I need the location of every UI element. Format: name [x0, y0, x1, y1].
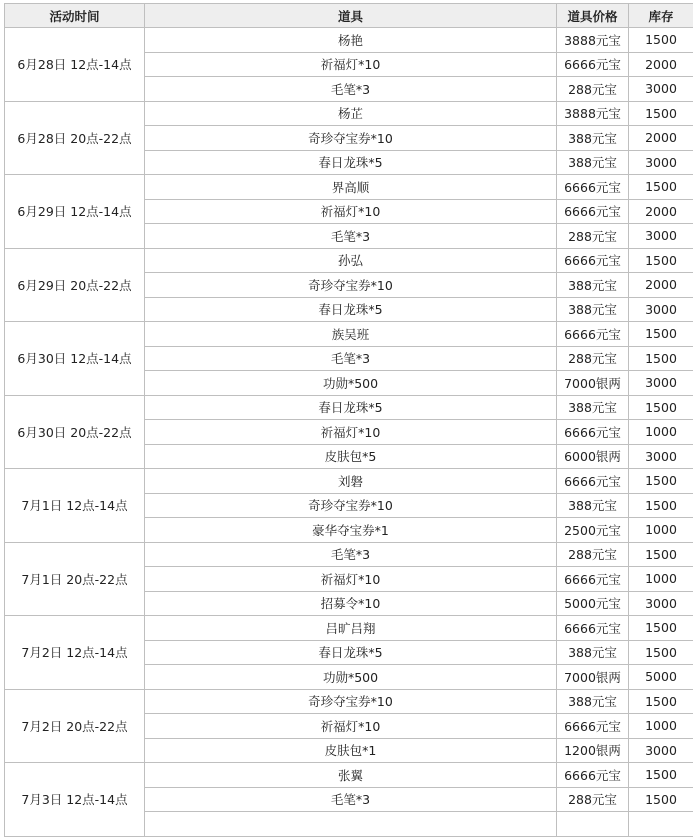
item-stock-cell: 1500: [629, 542, 693, 567]
item-name-cell: 杨芷: [145, 101, 557, 126]
item-name-cell: 招募令*10: [145, 591, 557, 616]
item-price-cell: 288元宝: [557, 346, 629, 371]
table-row: [5, 248, 693, 273]
item-price-cell: 6666元宝: [557, 567, 629, 592]
item-price-cell: 5000元宝: [557, 591, 629, 616]
table-row: [5, 542, 693, 567]
table-row: [5, 395, 693, 420]
item-stock-cell: 1500: [629, 493, 693, 518]
item-price-cell: 6666元宝: [557, 469, 629, 494]
session-time-cell: 6月28日 12点-14点: [5, 28, 145, 102]
item-stock-cell: 1500: [629, 322, 693, 347]
table-row: [5, 469, 693, 494]
item-stock-cell: 1500: [629, 395, 693, 420]
item-stock-cell: 1500: [629, 346, 693, 371]
item-price-cell: 6666元宝: [557, 175, 629, 200]
item-price-cell: 6666元宝: [557, 714, 629, 739]
item-stock-cell: 1500: [629, 763, 693, 788]
item-price-cell: 7000银两: [557, 371, 629, 396]
item-stock-cell: 3000: [629, 224, 693, 249]
item-stock-cell: 3000: [629, 444, 693, 469]
item-stock-cell: 3000: [629, 77, 693, 102]
item-name-cell: 界高顺: [145, 175, 557, 200]
session-time-cell: 7月2日 20点-22点: [5, 689, 145, 763]
session-time-cell: 6月30日 12点-14点: [5, 322, 145, 396]
item-price-cell: 288元宝: [557, 542, 629, 567]
table-row: [5, 101, 693, 126]
item-stock-cell: 1000: [629, 714, 693, 739]
session-time-cell: 6月28日 20点-22点: [5, 101, 145, 175]
session-time-cell: 6月29日 12点-14点: [5, 175, 145, 249]
session-time-cell: 6月30日 20点-22点: [5, 395, 145, 469]
item-stock-cell: 3000: [629, 738, 693, 763]
item-price-cell: 288元宝: [557, 224, 629, 249]
item-price-cell: 6666元宝: [557, 322, 629, 347]
item-price-cell: 2500元宝: [557, 518, 629, 543]
item-name-cell: 皮肤包*1: [145, 738, 557, 763]
table-header: [5, 4, 693, 28]
item-stock-cell: 1000: [629, 518, 693, 543]
session-time-cell: 6月29日 20点-22点: [5, 248, 145, 322]
item-stock-cell: 5000: [629, 665, 693, 690]
item-name-cell: 毛笔*3: [145, 224, 557, 249]
item-price-cell: 388元宝: [557, 640, 629, 665]
item-name-cell: 祈福灯*10: [145, 199, 557, 224]
item-price-cell: 6666元宝: [557, 248, 629, 273]
item-name-cell: 毛笔*3: [145, 77, 557, 102]
item-stock-cell: 1500: [629, 787, 693, 812]
item-name-cell: 奇珍夺宝券*10: [145, 689, 557, 714]
item-price-cell: 388元宝: [557, 493, 629, 518]
item-price-cell: 3888元宝: [557, 101, 629, 126]
item-name-cell: 奇珍夺宝券*10: [145, 273, 557, 298]
table-row: [5, 28, 693, 53]
item-stock-cell: 3000: [629, 297, 693, 322]
table-row: [5, 175, 693, 200]
item-name-cell: 春日龙珠*5: [145, 150, 557, 175]
item-price-cell: 6666元宝: [557, 420, 629, 445]
item-name-cell: [145, 812, 557, 837]
item-price-cell: 388元宝: [557, 395, 629, 420]
header-price: 道具价格: [557, 4, 629, 28]
item-price-cell: 6666元宝: [557, 763, 629, 788]
item-name-cell: 张翼: [145, 763, 557, 788]
item-stock-cell: 1500: [629, 640, 693, 665]
item-name-cell: 刘磐: [145, 469, 557, 494]
item-stock-cell: 2000: [629, 126, 693, 151]
header-row: [5, 4, 693, 28]
item-stock-cell: 2000: [629, 273, 693, 298]
item-stock-cell: [629, 812, 693, 837]
item-price-cell: 388元宝: [557, 150, 629, 175]
item-stock-cell: 2000: [629, 199, 693, 224]
item-stock-cell: 1500: [629, 248, 693, 273]
table-row: [5, 689, 693, 714]
item-stock-cell: 3000: [629, 150, 693, 175]
item-price-cell: 3888元宝: [557, 28, 629, 53]
item-name-cell: 豪华夺宝券*1: [145, 518, 557, 543]
item-name-cell: 祈福灯*10: [145, 52, 557, 77]
item-name-cell: 功勋*500: [145, 665, 557, 690]
session-time-cell: 7月3日 12点-14点: [5, 763, 145, 837]
item-stock-cell: 1500: [629, 469, 693, 494]
session-time-cell: 7月1日 20点-22点: [5, 542, 145, 616]
item-price-cell: [557, 812, 629, 837]
item-stock-cell: 2000: [629, 52, 693, 77]
item-price-cell: 388元宝: [557, 689, 629, 714]
item-name-cell: 奇珍夺宝券*10: [145, 126, 557, 151]
item-stock-cell: 1500: [629, 28, 693, 53]
item-stock-cell: 3000: [629, 591, 693, 616]
item-name-cell: 祈福灯*10: [145, 567, 557, 592]
item-name-cell: 孙弘: [145, 248, 557, 273]
item-price-cell: 288元宝: [557, 77, 629, 102]
item-price-cell: 388元宝: [557, 273, 629, 298]
item-price-cell: 6666元宝: [557, 199, 629, 224]
item-name-cell: 毛笔*3: [145, 787, 557, 812]
item-name-cell: 杨艳: [145, 28, 557, 53]
item-price-cell: 6666元宝: [557, 616, 629, 641]
header-time: 活动时间: [5, 4, 145, 28]
table-body: [5, 28, 693, 837]
item-price-cell: 6000银两: [557, 444, 629, 469]
item-name-cell: 毛笔*3: [145, 542, 557, 567]
event-schedule-table: [4, 3, 693, 837]
item-stock-cell: 1500: [629, 689, 693, 714]
item-price-cell: 388元宝: [557, 297, 629, 322]
item-stock-cell: 1500: [629, 175, 693, 200]
item-name-cell: 祈福灯*10: [145, 714, 557, 739]
table-row: [5, 616, 693, 641]
session-time-cell: 7月2日 12点-14点: [5, 616, 145, 690]
table-row: [5, 763, 693, 788]
item-name-cell: 祈福灯*10: [145, 420, 557, 445]
item-name-cell: 毛笔*3: [145, 346, 557, 371]
item-stock-cell: 1500: [629, 101, 693, 126]
session-time-cell: 7月1日 12点-14点: [5, 469, 145, 543]
item-stock-cell: 1500: [629, 616, 693, 641]
header-item: 道具: [145, 4, 557, 28]
item-name-cell: 功勋*500: [145, 371, 557, 396]
item-name-cell: 吕旷吕翔: [145, 616, 557, 641]
item-name-cell: 奇珍夺宝券*10: [145, 493, 557, 518]
item-stock-cell: 3000: [629, 371, 693, 396]
table-row: [5, 322, 693, 347]
header-stock: 库存: [629, 4, 693, 28]
item-name-cell: 皮肤包*5: [145, 444, 557, 469]
item-price-cell: 1200银两: [557, 738, 629, 763]
item-name-cell: 族吴班: [145, 322, 557, 347]
item-price-cell: 6666元宝: [557, 52, 629, 77]
item-stock-cell: 1000: [629, 420, 693, 445]
item-name-cell: 春日龙珠*5: [145, 640, 557, 665]
item-name-cell: 春日龙珠*5: [145, 395, 557, 420]
item-stock-cell: 1000: [629, 567, 693, 592]
item-price-cell: 288元宝: [557, 787, 629, 812]
item-price-cell: 7000银两: [557, 665, 629, 690]
item-price-cell: 388元宝: [557, 126, 629, 151]
item-name-cell: 春日龙珠*5: [145, 297, 557, 322]
